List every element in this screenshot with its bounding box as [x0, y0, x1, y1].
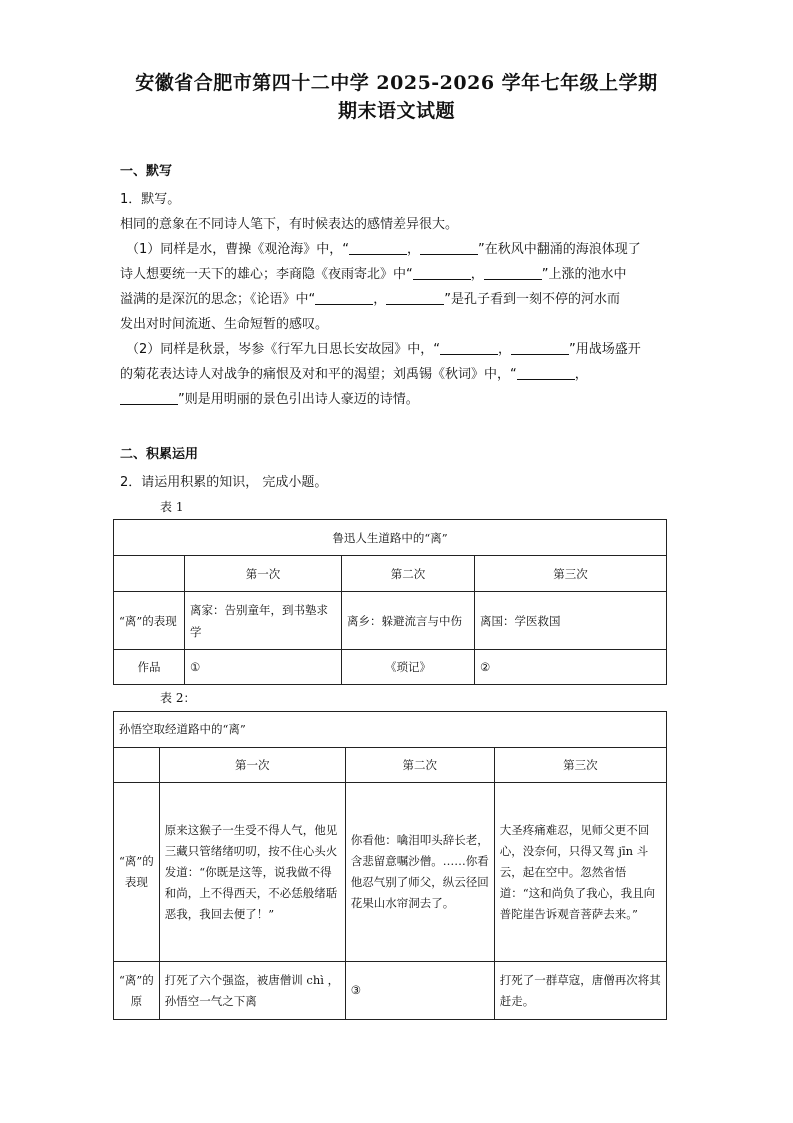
text: ， [373, 292, 387, 307]
question1-part1-line1 [120, 237, 680, 262]
table2-title: 孙悟空取经道路中的“离” [114, 712, 667, 748]
table1-cell: 离国：学医救国 [475, 592, 667, 650]
table2-cell: 你看他：噙泪叩头辞长老，含悲留意嘱沙僧。……你看他忍气别了师父，纵云径回花果山水帘洞去了。 [345, 783, 494, 962]
table1-header: 第三次 [475, 556, 667, 592]
question1-part1-line4: 发出对时间流逝、生命短暂的感叹。 [120, 317, 329, 332]
section1-heading: 一、默写 [120, 164, 173, 179]
table1-row-label: 作品 [114, 650, 185, 685]
answer-blank[interactable] [413, 265, 471, 280]
table1-header: 第一次 [185, 556, 342, 592]
exam-title-line1: 安徽省合肥市第四十二中学 2025-2026 学年七年级上学期 [135, 72, 658, 94]
text: ”上涨的池水中 [541, 267, 627, 282]
text: ， [407, 242, 421, 257]
table1-caption: 表 1 [160, 500, 184, 514]
answer-blank[interactable] [511, 340, 569, 355]
answer-blank[interactable] [484, 265, 542, 280]
answer-blank[interactable] [349, 240, 407, 255]
question1-part1-line3 [120, 287, 680, 312]
question1-part1-line2 [120, 262, 680, 287]
text: ， [498, 342, 512, 357]
table1-answer-cell[interactable]: ② [475, 650, 667, 685]
table2-cell: 打死了六个强盗，被唐僧训 chì ，孙悟空一气之下离 [159, 962, 345, 1020]
text: ”在秋风中翻涌的海浪体现了 [478, 242, 641, 257]
answer-blank[interactable] [386, 290, 444, 305]
text: ， [470, 267, 484, 282]
answer-blank[interactable] [517, 365, 575, 380]
question1-part2-line1 [120, 337, 680, 362]
answer-blank[interactable] [315, 290, 373, 305]
table2-row-label: “离”的原 [114, 962, 160, 1020]
table2-header: 第一次 [159, 748, 345, 783]
section2-heading: 二、积累运用 [120, 447, 199, 462]
table2-corner-cell [114, 748, 160, 783]
text: （2）同样是秋景，岑参《行军九日思长安故园》中，“ [126, 342, 441, 357]
table1-row-label: “离”的表现 [114, 592, 185, 650]
table1-cell: 《琐记》 [342, 650, 475, 685]
text: 的菊花表达诗人对战争的痛恨及对和平的渴望；刘禹锡《秋词》中，“ [120, 367, 517, 382]
table1 [113, 519, 667, 685]
text: ”是孔子看到一刻不停的河水而 [444, 292, 621, 307]
table2-caption: 表 2： [160, 691, 196, 705]
table1-title: 鲁迅人生道路中的“离” [114, 520, 667, 556]
text: ， [574, 367, 588, 382]
table2-header: 第二次 [345, 748, 494, 783]
question1-part2-line2 [120, 362, 680, 387]
question1-part2-line3 [120, 387, 680, 412]
answer-blank[interactable] [440, 340, 498, 355]
text: ”用战场盛开 [569, 342, 641, 357]
table2-cell: 大圣疼痛难忍，见师父更不回心，没奈何，只得又驾 jīn 斗云，起在空中。忽然省悟道：“这和尚负了我心，我且向普陀崖告诉观音菩萨去来。” [494, 783, 666, 962]
table1-header: 第二次 [342, 556, 475, 592]
table2 [113, 711, 667, 1020]
table1-answer-cell[interactable]: ① [185, 650, 342, 685]
table2-cell: 打死了一群草寇，唐僧再次将其赶走。 [494, 962, 666, 1020]
table1-corner-cell [114, 556, 185, 592]
table1-cell: 离家：告别童年，到书塾求学 [185, 592, 342, 650]
table1-cell: 离乡：躲避流言与中伤 [342, 592, 475, 650]
table2-cell: 原来这猴子一生受不得人气，他见三藏只管绪绪叨叨，按不住心头火发道：“你既是这等，说我做不得和尚，上不得西天，不必恁般绪聒恶我，我回去便了！” [159, 783, 345, 962]
question1-intro: 相同的意象在不同诗人笔下，有时候表达的感情差异很大。 [120, 217, 459, 232]
table2-answer-cell[interactable]: ③ [345, 962, 494, 1020]
text: 诗人想要统一天下的雄心；李商隐《夜雨寄北》中“ [120, 267, 413, 282]
text: （1）同样是水，曹操《观沧海》中，“ [126, 242, 350, 257]
text: ”则是用明丽的景色引出诗人豪迈的诗情。 [178, 392, 419, 407]
table2-row-label: “离”的表现 [114, 783, 160, 962]
question1-number: 1．默写。 [120, 192, 181, 207]
answer-blank[interactable] [420, 240, 478, 255]
table2-header: 第三次 [494, 748, 666, 783]
question2-stem: 2．请运用积累的知识， 完成小题。 [120, 475, 328, 490]
text: 溢满的是深沉的思念；《论语》中“ [120, 292, 316, 307]
answer-blank[interactable] [120, 390, 178, 405]
exam-title-line2: 期末语文试题 [337, 100, 455, 122]
